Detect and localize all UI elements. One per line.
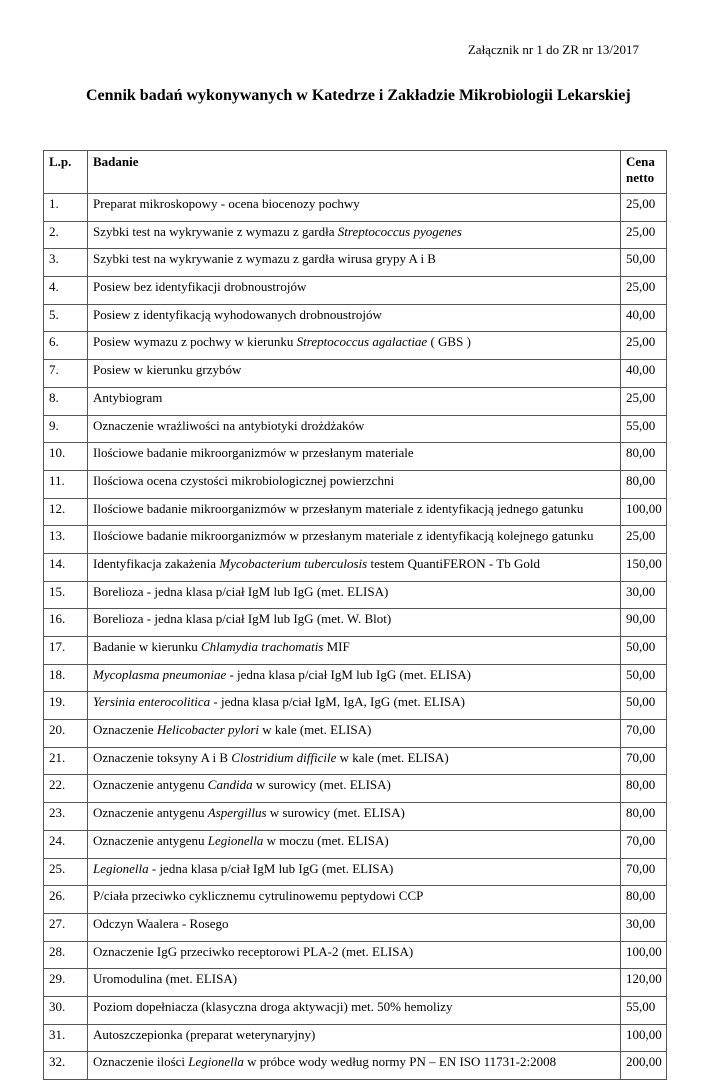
net-price: 25,00 — [621, 277, 667, 305]
row-number: 9. — [44, 415, 88, 443]
table-row — [44, 720, 667, 748]
test-name — [88, 1024, 621, 1052]
net-price: 55,00 — [621, 996, 667, 1024]
row-number: 30. — [44, 996, 88, 1024]
organism-name: Aspergillus — [207, 805, 267, 821]
net-price: 100,00 — [621, 498, 667, 526]
test-name-text: Antybiogram — [93, 389, 163, 405]
test-name-text: w kale (met. ELISA) — [259, 722, 372, 738]
organism-name: Streptococcus pyogenes — [337, 223, 462, 239]
test-name — [88, 969, 621, 997]
table-row — [44, 415, 667, 443]
test-name — [88, 941, 621, 969]
net-price: 50,00 — [621, 692, 667, 720]
organism-name: Helicobacter pylori — [156, 722, 260, 738]
test-name-text: Ilościowa ocena czystości mikrobiologicznej powierzchni — [93, 472, 395, 488]
net-price: 150,00 — [621, 553, 667, 581]
test-name — [88, 720, 621, 748]
net-price: 80,00 — [621, 886, 667, 914]
test-name-text: Ilościowe badanie mikroorganizmów w przesłanym materiale z identyfikacją jednego gatunku — [93, 500, 584, 516]
row-number: 15. — [44, 581, 88, 609]
row-number: 31. — [44, 1024, 88, 1052]
row-number: 22. — [44, 775, 88, 803]
test-name — [88, 498, 621, 526]
organism-name: Legionella — [93, 860, 149, 876]
test-name — [88, 1052, 621, 1080]
test-name-text: P/ciała przeciwko cyklicznemu cytrulinowemu peptydowi CCP — [93, 888, 424, 904]
price-table — [43, 150, 667, 1080]
test-name-text: Ilościowe badanie mikroorganizmów w przesłanym materiale — [93, 445, 414, 461]
row-number: 23. — [44, 803, 88, 831]
row-number: 4. — [44, 277, 88, 305]
row-number: 29. — [44, 969, 88, 997]
table-row — [44, 304, 667, 332]
table-row — [44, 277, 667, 305]
test-name-text: testem QuantiFERON - Tb Gold — [367, 555, 540, 571]
test-name-text: Borelioza - jedna klasa p/ciał IgM lub IgG (met. ELISA) — [93, 583, 389, 599]
test-name-text: Posiew bez identyfikacji drobnoustrojów — [93, 279, 307, 295]
test-name-text: Preparat mikroskopowy - ocena biocenozy pochwy — [93, 196, 360, 211]
row-number: 10. — [44, 443, 88, 471]
test-name-text: Identyfikacja zakażenia — [93, 555, 220, 571]
test-name — [88, 581, 621, 609]
net-price: 30,00 — [621, 913, 667, 941]
test-name — [88, 249, 621, 277]
row-number: 27. — [44, 913, 88, 941]
table-row — [44, 221, 667, 249]
document-title: Cennik badań wykonywanych w Katedrze i Zakładzie Mikrobiologii Lekarskiej — [86, 87, 631, 104]
table-row — [44, 637, 667, 665]
test-name — [88, 304, 621, 332]
table-row — [44, 830, 667, 858]
net-price: 70,00 — [621, 858, 667, 886]
net-price: 100,00 — [621, 941, 667, 969]
test-name-text: w kale (met. ELISA) — [336, 749, 449, 765]
test-name-text: w surowicy (met. ELISA) — [252, 777, 391, 793]
test-name-text: ( GBS ) — [427, 334, 471, 350]
test-name — [88, 553, 621, 581]
test-name — [88, 387, 621, 415]
table-row — [44, 747, 667, 775]
organism-name: Mycobacterium tuberculosis — [219, 555, 368, 571]
net-price: 200,00 — [621, 1052, 667, 1080]
table-body — [44, 194, 667, 1080]
row-number: 2. — [44, 221, 88, 249]
net-price: 80,00 — [621, 470, 667, 498]
table-row — [44, 194, 667, 222]
table-row — [44, 775, 667, 803]
test-name-text: Oznaczenie antygenu — [93, 805, 208, 821]
test-name-text: Oznaczenie ilości — [93, 1054, 189, 1070]
test-name-text: Oznaczenie antygenu — [93, 832, 208, 848]
net-price: 120,00 — [621, 969, 667, 997]
table-row — [44, 1024, 667, 1052]
net-price: 50,00 — [621, 637, 667, 665]
test-name — [88, 526, 621, 554]
table-row — [44, 581, 667, 609]
organism-name: Candida — [207, 777, 253, 793]
test-name-text: w surowicy (met. ELISA) — [266, 805, 405, 821]
test-name — [88, 664, 621, 692]
test-name-text: Posiew z identyfikacją wyhodowanych drobnoustrojów — [93, 306, 382, 322]
organism-name: Mycoplasma pneumoniae — [93, 666, 227, 682]
row-number: 18. — [44, 664, 88, 692]
row-number: 3. — [44, 249, 88, 277]
column-header-price: Cena netto — [621, 151, 667, 194]
row-number: 11. — [44, 470, 88, 498]
test-name-text: Szybki test na wykrywanie z wymazu z gardła wirusa grypy A i B — [93, 251, 436, 267]
test-name-text: Szybki test na wykrywanie z wymazu z gardła — [93, 223, 338, 239]
test-name-text: Oznaczenie IgG przeciwko receptorowi PLA-2 (met. ELISA) — [93, 943, 414, 959]
row-number: 20. — [44, 720, 88, 748]
organism-name: Legionella — [207, 832, 264, 848]
test-name-text: Ilościowe badanie mikroorganizmów w przesłanym materiale z identyfikacją kolejnego gatunku — [93, 528, 594, 544]
table-row — [44, 1052, 667, 1080]
test-name — [88, 470, 621, 498]
table-row — [44, 249, 667, 277]
table-row — [44, 664, 667, 692]
test-name — [88, 332, 621, 360]
test-name — [88, 609, 621, 637]
organism-name: Clostridium difficile — [231, 749, 337, 765]
net-price: 70,00 — [621, 830, 667, 858]
net-price: 40,00 — [621, 360, 667, 388]
row-number: 1. — [44, 194, 88, 222]
table-row — [44, 609, 667, 637]
net-price: 30,00 — [621, 581, 667, 609]
test-name — [88, 886, 621, 914]
net-price: 25,00 — [621, 194, 667, 222]
table-row — [44, 913, 667, 941]
row-number: 28. — [44, 941, 88, 969]
test-name-text: Oznaczenie antygenu — [93, 777, 208, 793]
net-price: 80,00 — [621, 775, 667, 803]
net-price: 50,00 — [621, 664, 667, 692]
test-name — [88, 415, 621, 443]
test-name-text: Badanie w kierunku — [93, 639, 201, 654]
test-name-text: MIF — [323, 639, 350, 654]
row-number: 32. — [44, 1052, 88, 1080]
table-row — [44, 332, 667, 360]
test-name — [88, 194, 621, 222]
test-name-text: Autoszczepionka (preparat weterynaryjny) — [93, 1026, 316, 1042]
test-name-text: w próbce wody według normy PN – EN ISO 11731-2:2008 — [243, 1054, 557, 1070]
table-row — [44, 553, 667, 581]
test-name — [88, 858, 621, 886]
test-name-text: Poziom dopełniacza (klasyczna droga aktywacji) met. 50% hemolizy — [93, 998, 453, 1014]
table-row — [44, 941, 667, 969]
test-name — [88, 221, 621, 249]
net-price: 25,00 — [621, 387, 667, 415]
test-name — [88, 443, 621, 471]
test-name — [88, 360, 621, 388]
table-row — [44, 443, 667, 471]
test-name — [88, 775, 621, 803]
table-row — [44, 526, 667, 554]
table-header-row — [44, 151, 667, 194]
row-number: 12. — [44, 498, 88, 526]
test-name-text: - jedna klasa p/ciał IgM lub IgG (met. ELISA) — [148, 860, 394, 876]
row-number: 7. — [44, 360, 88, 388]
column-header-lp: L.p. — [44, 151, 88, 194]
net-price: 25,00 — [621, 332, 667, 360]
test-name-text: Posiew w kierunku grzybów — [93, 362, 242, 378]
test-name-text: - jedna klasa p/ciał IgM, IgA, IgG (met. ELISA) — [210, 694, 465, 710]
table-row — [44, 387, 667, 415]
table-row — [44, 803, 667, 831]
row-number: 13. — [44, 526, 88, 554]
row-number: 19. — [44, 692, 88, 720]
net-price: 40,00 — [621, 304, 667, 332]
table-row — [44, 886, 667, 914]
table-row — [44, 969, 667, 997]
test-name-text: Uromodulina (met. ELISA) — [93, 971, 238, 987]
column-header-test: Badanie — [88, 151, 621, 194]
table-row — [44, 858, 667, 886]
test-name — [88, 830, 621, 858]
test-name-text: Odczyn Waalera - Rosego — [93, 915, 229, 931]
row-number: 21. — [44, 747, 88, 775]
row-number: 26. — [44, 886, 88, 914]
net-price: 25,00 — [621, 526, 667, 554]
net-price: 80,00 — [621, 443, 667, 471]
row-number: 6. — [44, 332, 88, 360]
test-name-text: Oznaczenie toksyny A i B — [93, 749, 232, 765]
test-name — [88, 747, 621, 775]
table-row — [44, 360, 667, 388]
test-name-text: - jedna klasa p/ciał IgM lub IgG (met. ELISA) — [226, 666, 471, 682]
net-price: 90,00 — [621, 609, 667, 637]
row-number: 14. — [44, 553, 88, 581]
test-name — [88, 996, 621, 1024]
organism-name: Yersinia enterocolitica — [93, 694, 211, 710]
net-price: 100,00 — [621, 1024, 667, 1052]
test-name-text: Oznaczenie wrażliwości na antybiotyki drożdżaków — [93, 417, 365, 433]
test-name — [88, 637, 621, 665]
net-price: 25,00 — [621, 221, 667, 249]
test-name-text: Oznaczenie — [93, 722, 157, 738]
row-number: 16. — [44, 609, 88, 637]
row-number: 17. — [44, 637, 88, 665]
test-name — [88, 803, 621, 831]
table-row — [44, 470, 667, 498]
test-name — [88, 277, 621, 305]
table-row — [44, 498, 667, 526]
organism-name: Streptococcus agalactiae — [296, 334, 428, 350]
row-number: 24. — [44, 830, 88, 858]
organism-name: Legionella — [188, 1054, 244, 1070]
net-price: 50,00 — [621, 249, 667, 277]
net-price: 70,00 — [621, 747, 667, 775]
test-name-text: Posiew wymazu z pochwy w kierunku — [93, 334, 297, 350]
table-row — [44, 996, 667, 1024]
net-price: 80,00 — [621, 803, 667, 831]
net-price: 55,00 — [621, 415, 667, 443]
test-name — [88, 913, 621, 941]
annex-reference: Załącznik nr 1 do ZR nr 13/2017 — [467, 42, 639, 57]
row-number: 25. — [44, 858, 88, 886]
organism-name: Chlamydia trachomatis — [200, 639, 324, 654]
row-number: 5. — [44, 304, 88, 332]
test-name — [88, 692, 621, 720]
net-price: 70,00 — [621, 720, 667, 748]
row-number: 8. — [44, 387, 88, 415]
test-name-text: Borelioza - jedna klasa p/ciał IgM lub IgG (met. W. Blot) — [93, 611, 392, 627]
test-name-text: w moczu (met. ELISA) — [263, 832, 389, 848]
table-row — [44, 692, 667, 720]
